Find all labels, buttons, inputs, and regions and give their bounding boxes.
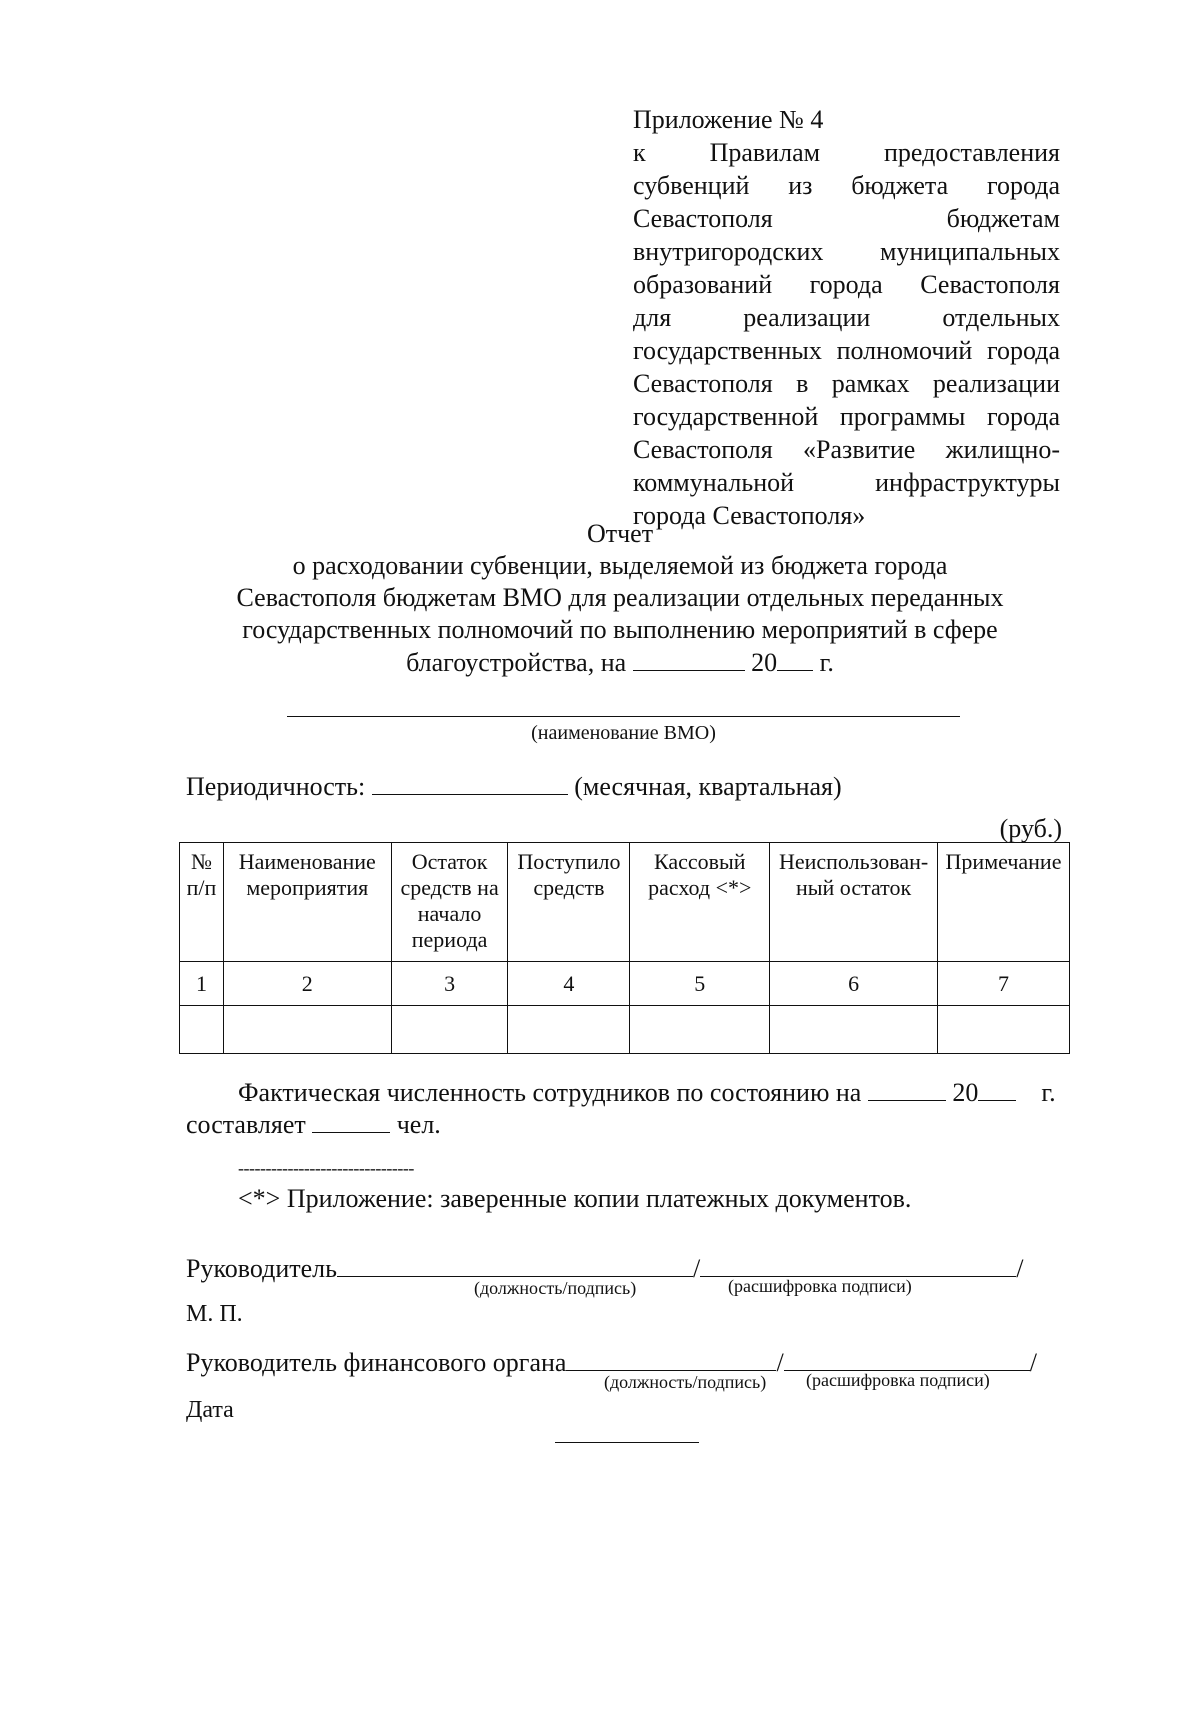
fin-position-blank[interactable] (566, 1346, 776, 1371)
appendix-line: коммунальной инфраструктуры (633, 468, 1060, 497)
vmo-caption: (наименование ВМО) (531, 722, 716, 744)
report-heading (150, 518, 1090, 679)
staff-line2-suffix: чел. (396, 1110, 441, 1139)
report-year-prefix: 20 (751, 648, 778, 677)
col-number: 1 (180, 962, 224, 1006)
head-decode-blank[interactable] (700, 1252, 1016, 1277)
appendix-last-line: города Севастополя» (633, 501, 866, 530)
staff-count-blank[interactable] (312, 1108, 390, 1133)
periodicity-hint: (месячная, квартальная) (574, 772, 842, 801)
appendix-block (633, 103, 1060, 532)
staff-year-suffix: г. (1041, 1078, 1056, 1107)
fin-signature-row: Руководитель финансового органа / / (186, 1348, 1037, 1377)
table-row[interactable] (180, 1006, 1070, 1054)
table-cell[interactable] (938, 1006, 1070, 1054)
staff-text: Фактическая численность сотрудников по состоянию на (238, 1078, 862, 1107)
periodicity-row (186, 770, 842, 803)
footnote-dashes: -------------------------------- (238, 1158, 414, 1178)
report-line-1: о расходовании субвенции, выделяемой из бюджета города (292, 551, 948, 580)
footnote-text: <*> Приложение: заверенные копии платежных документов. (238, 1184, 912, 1213)
staff-year-blank[interactable] (978, 1076, 1016, 1101)
staff-line-1 (238, 1076, 1064, 1109)
table-cell[interactable] (391, 1006, 508, 1054)
col-number: 3 (391, 962, 508, 1006)
table-header-row (180, 843, 1070, 962)
table-cell[interactable] (770, 1006, 938, 1054)
appendix-line: субвенций из бюджета города (633, 171, 1060, 200)
vmo-name-line[interactable] (287, 716, 960, 717)
fin-label: Руководитель финансового органа (186, 1348, 567, 1377)
report-table (179, 842, 1070, 1054)
table-cell[interactable] (180, 1006, 224, 1054)
col-number: 4 (508, 962, 630, 1006)
appendix-line: государственных полномочий города (633, 336, 1060, 365)
appendix-line: образований города Севастополя (633, 270, 1060, 299)
appendix-title: Приложение № 4 (633, 105, 824, 134)
report-year-blank[interactable] (777, 646, 813, 671)
staff-year-prefix: 20 (952, 1078, 979, 1107)
header-cell-unused: Неиспользован-ный остаток (770, 843, 938, 962)
table-cell[interactable] (223, 1006, 391, 1054)
head-position-caption: (должность/подпись) (474, 1278, 637, 1298)
col-number: 5 (630, 962, 770, 1006)
report-line-2: Севастополя бюджетам ВМО для реализации отдельных переданных (236, 583, 1004, 612)
header-cell-cash-expense: Кассовый расход <*> (630, 843, 770, 962)
col-number: 2 (223, 962, 391, 1006)
appendix-line: внутригородских муниципальных (633, 237, 1060, 266)
stamp-label: М. П. (186, 1301, 243, 1327)
report-title: Отчет (586, 519, 654, 548)
staff-line2-prefix: составляет (186, 1110, 306, 1139)
fin-position-caption: (должность/подпись) (604, 1372, 767, 1392)
appendix-line: для реализации отдельных (633, 303, 1060, 332)
table-cell[interactable] (508, 1006, 630, 1054)
header-cell-received: Поступило средств (508, 843, 630, 962)
col-number: 7 (938, 962, 1070, 1006)
report-line-4 (150, 646, 1090, 679)
fin-decode-caption: (расшифровка подписи) (806, 1370, 990, 1390)
head-decode-caption: (расшифровка подписи) (728, 1276, 912, 1296)
appendix-line: Севастополя в рамках реализации (633, 369, 1060, 398)
currency-label: (руб.) (999, 814, 1062, 843)
appendix-line: к Правилам предоставления (633, 138, 1060, 167)
col-number: 6 (770, 962, 938, 1006)
appendix-line: Севастополя бюджетам (633, 204, 1060, 233)
date-label: Дата (186, 1397, 234, 1423)
appendix-line: государственной программы города (633, 402, 1060, 431)
header-cell-number: № п/п (180, 843, 224, 962)
report-period-prefix: благоустройства, на (406, 648, 627, 677)
head-signature-row: Руководитель / / (186, 1254, 1024, 1283)
header-cell-balance-start: Остаток средств на начало периода (391, 843, 508, 962)
report-line-3: государственных полномочий по выполнению мероприятий в сфере (242, 615, 998, 644)
head-position-blank[interactable] (337, 1252, 693, 1277)
report-year-suffix: г. (819, 648, 834, 677)
staff-line-2 (186, 1108, 441, 1141)
periodicity-blank[interactable] (372, 770, 568, 795)
head-label: Руководитель (186, 1254, 337, 1283)
header-cell-note: Примечание (938, 843, 1070, 962)
table-number-row (180, 962, 1070, 1006)
table-cell[interactable] (630, 1006, 770, 1054)
appendix-line: Севастополя «Развитие жилищно- (633, 435, 1060, 464)
bottom-rule (555, 1442, 699, 1443)
report-period-blank[interactable] (633, 646, 745, 671)
header-cell-activity: Наименование мероприятия (223, 843, 391, 962)
fin-decode-blank[interactable] (784, 1346, 1030, 1371)
staff-date-blank[interactable] (868, 1076, 946, 1101)
periodicity-label: Периодичность: (186, 772, 366, 801)
